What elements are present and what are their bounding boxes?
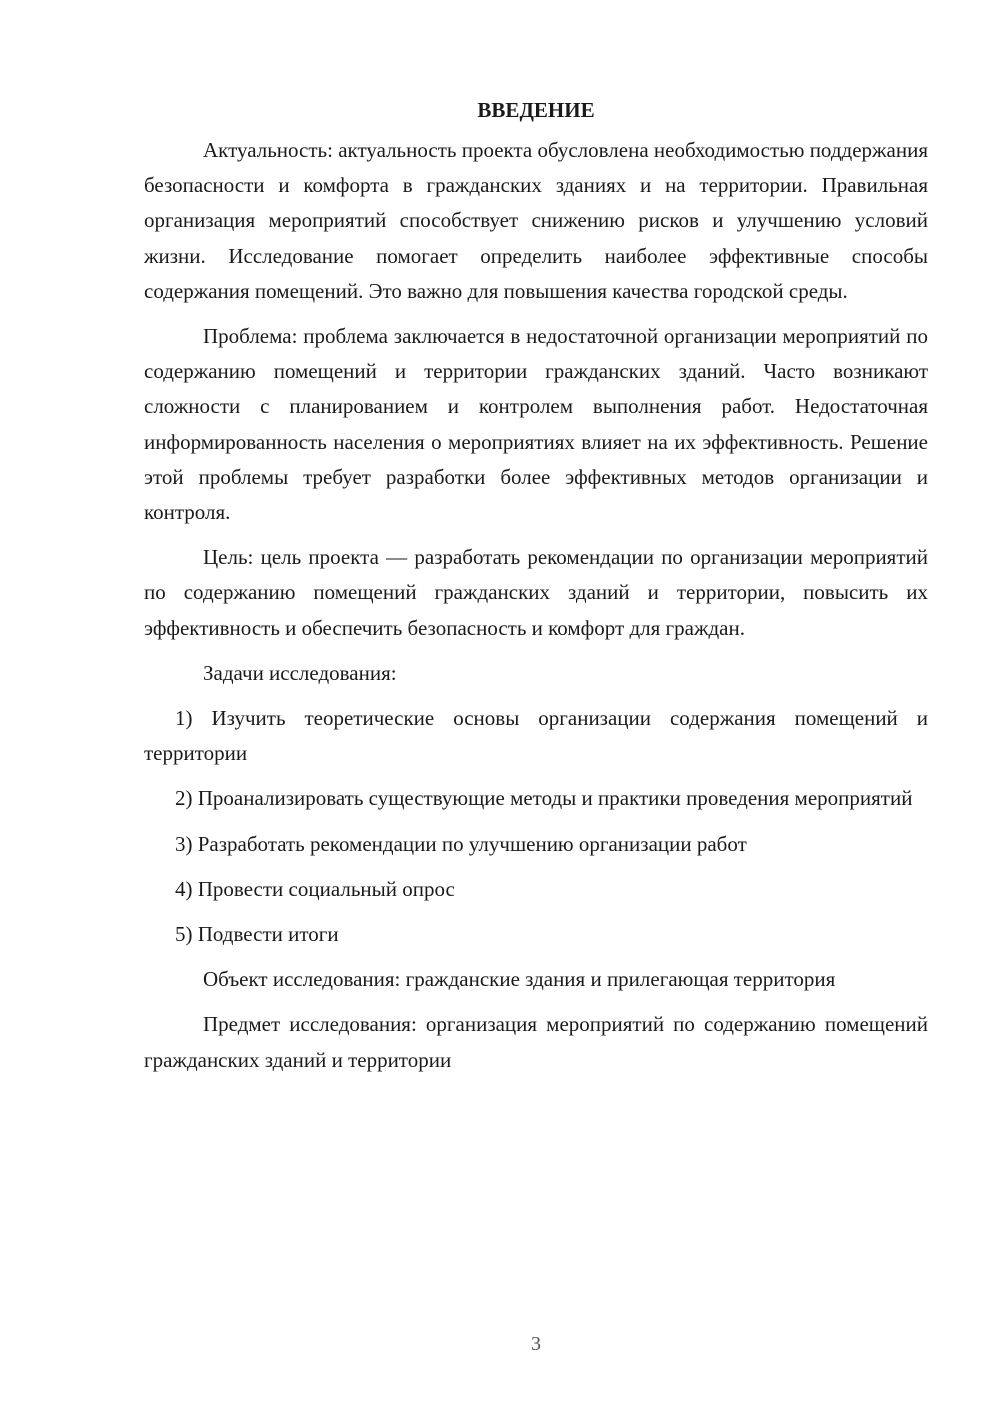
relevance-paragraph: Актуальность: актуальность проекта обусловлена необходимостью поддержания безопасности и комфорта в гражданских зданиях и на территории. Правильная организация мероприятий способствует снижению рисков и улучшению условий жизни. Исследование помогает определить наиболее эффективные способы содержания помещений. Это важно для повышения качества городской среды.: [144, 138, 928, 303]
problem-paragraph: Проблема: проблема заключается в недостаточной организации мероприятий по содержанию помещений и территории гражданских зданий. Часто возникают сложности с планированием и контролем выполнения работ. Недостаточная информированность населения о мероприятиях влияет на их эффективность. Решение этой проблемы требует разработки более эффективных методов организации и контроля.: [144, 324, 928, 525]
subject-paragraph: Предмет исследования: организация мероприятий по содержанию помещений гражданских зданий и территории: [144, 1012, 928, 1072]
task-item-5: 5) Подвести итоги: [175, 922, 339, 947]
section-title: ВВЕДЕНИЕ: [477, 98, 595, 122]
task-item-3: 3) Разработать рекомендации по улучшению организации работ: [175, 831, 747, 856]
task-item-4: 4) Провести социальный опрос: [175, 876, 455, 901]
task-item-2: 2) Проанализировать существующие методы и практики проведения мероприятий: [175, 786, 913, 811]
tasks-heading: Задачи исследования:: [203, 660, 397, 685]
page-number: 3: [531, 1333, 541, 1355]
task-item-1: 1) Изучить теоретические основы организации содержания помещений и территории: [144, 706, 928, 766]
document-page: [144, 93, 928, 1088]
object-paragraph: Объект исследования: гражданские здания и прилегающая территория: [203, 967, 836, 992]
goal-paragraph: Цель: цель проекта — разработать рекомендации по организации мероприятий по содержанию помещений гражданских зданий и территории, повысить их эффективность и обеспечить безопасность и комфорт для граждан.: [144, 545, 928, 640]
